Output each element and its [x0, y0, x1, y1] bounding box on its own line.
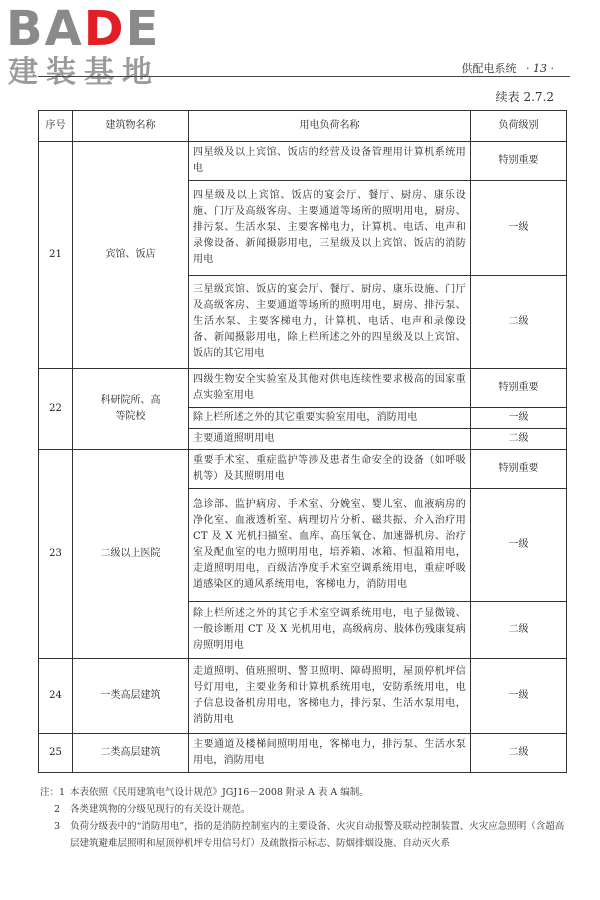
note-text: 各类建筑物的分级见现行的有关设计规范。 — [70, 804, 251, 815]
row-number: 22 — [39, 369, 73, 450]
load-description: 除上栏所述之外的其它重要实验室用电，消防用电 — [189, 408, 471, 429]
bade-logo — [6, 1, 181, 96]
load-level: 特别重要 — [471, 450, 567, 489]
load-description: 主要通道照明用电 — [189, 429, 471, 450]
note-number: 3 — [53, 821, 60, 832]
load-level: 二级 — [471, 429, 567, 450]
load-level: 一级 — [471, 408, 567, 429]
table-row — [39, 734, 567, 773]
building-name: 一类高层建筑 — [73, 659, 189, 734]
row-number: 23 — [39, 450, 73, 659]
load-description: 三星级宾馆、饭店的宴会厅、餐厅、厨房、康乐设施、门厅及高级客房、主要通道等场所的照明用电，厨房、排污泵、生活水泵、主要客梯电力，计算机、电话、电声和录像设备、新闻摄影用电，除上栏所述之外的四星级及以上宾馆、饭店的其它用电 — [189, 276, 471, 369]
header-rule — [38, 76, 570, 77]
building-name: 宾馆、饭店 — [73, 142, 189, 369]
row-number: 25 — [39, 734, 73, 773]
load-level: 一级 — [471, 659, 567, 734]
row-number: 21 — [39, 142, 73, 369]
load-level: 特别重要 — [471, 369, 567, 408]
building-name: 二级以上医院 — [73, 450, 189, 659]
table-row — [39, 659, 567, 734]
load-description: 主要通道及楼梯间照明用电，客梯电力，排污泵、生活水泵用电，消防用电 — [189, 734, 471, 773]
logo-subtitle: 建装基地 — [8, 55, 160, 90]
table-notes — [40, 784, 568, 852]
row-number: 24 — [39, 659, 73, 734]
load-description: 除上栏所述之外的其它手术室空调系统用电，电子显微镜、一般诊断用 CT 及 X 光机用电，高级病房、肢体伤残康复病房照明用电 — [189, 602, 471, 659]
header-no: 序号 — [39, 111, 73, 142]
note-number: 2 — [53, 804, 60, 815]
load-level: 二级 — [471, 602, 567, 659]
load-level: 二级 — [471, 276, 567, 369]
load-level-table — [38, 110, 567, 773]
note-text: 负荷分级表中的“消防用电”，指的是消防控制室内的主要设备、火灾自动报警及联动控制装置、火灾应急照明（含超高层建筑避难层照明和屋顶停机坪专用信号灯）及疏散指示标志、防烟排烟设施、自动灭火系 — [70, 821, 565, 849]
note-item — [40, 818, 568, 852]
running-header — [462, 60, 554, 76]
load-description: 重要手术室、重症监护等涉及患者生命安全的设备（如呼吸机等）及其照明用电 — [189, 450, 471, 489]
header-level: 负荷级别 — [471, 111, 567, 142]
header-load: 用电负荷名称 — [189, 111, 471, 142]
load-description: 四级生物安全实验室及其他对供电连续性要求极高的国家重点实验室用电 — [189, 369, 471, 408]
load-description: 急诊部、监护病房、手术室、分娩室、婴儿室、血液病房的净化室、血液透析室、病理切片分析、磁共振、介入治疗用 CT 及 X 光机扫描室、血库、高压氧仓、加速器机房、治疗室及配血室的电力照明用电，培养箱、冰箱、恒温箱用电，走道照明用电，百级洁净度手术室空调系统用电，重症呼吸道感染区的通风系统用电，客梯电力，消防用电 — [189, 489, 471, 602]
load-description: 四星级及以上宾馆、饭店的经营及设备管理用计算机系统用电 — [189, 142, 471, 181]
load-level: 一级 — [471, 489, 567, 602]
header-building: 建筑物名称 — [73, 111, 189, 142]
logo-brand: BADE — [6, 1, 161, 57]
table-header-row — [39, 111, 567, 142]
note-item — [40, 784, 568, 801]
continued-table-label: 续表 2.7.2 — [495, 90, 554, 104]
load-description: 走道照明、值班照明、警卫照明、障碍照明，屋顶停机坪信号灯用电，主要业务和计算机系统用电，安防系统用电，电子信息设备机房用电，客梯电力，排污泵、生活水泵用电，消防用电 — [189, 659, 471, 734]
load-level: 二级 — [471, 734, 567, 773]
note-number: 1 — [59, 787, 66, 798]
note-text: 本表依照《民用建筑电气设计规范》JGJ16－2008 附录 A 表 A 编制。 — [70, 787, 369, 798]
building-name: 二类高层建筑 — [73, 734, 189, 773]
table-row — [39, 450, 567, 489]
note-item — [40, 801, 568, 818]
load-level: 特别重要 — [471, 142, 567, 181]
load-description: 四星级及以上宾馆、饭店的宴会厅、餐厅、厨房、康乐设施、门厅及高级客房、主要通道等场所的照明用电，厨房、排污泵、生活水泵、主要客梯电力，计算机、电话、电声和录像设备、新闻摄影用电，三星级及以上宾馆、饭店的消防用电 — [189, 181, 471, 276]
building-name: 科研院所、高等院校 — [73, 369, 189, 450]
table-row — [39, 369, 567, 408]
load-level: 一级 — [471, 181, 567, 276]
page-number: · 13 · — [526, 62, 554, 75]
notes-lead: 注： — [40, 787, 60, 798]
table-row — [39, 142, 567, 181]
section-title: 供配电系统 — [461, 62, 517, 75]
